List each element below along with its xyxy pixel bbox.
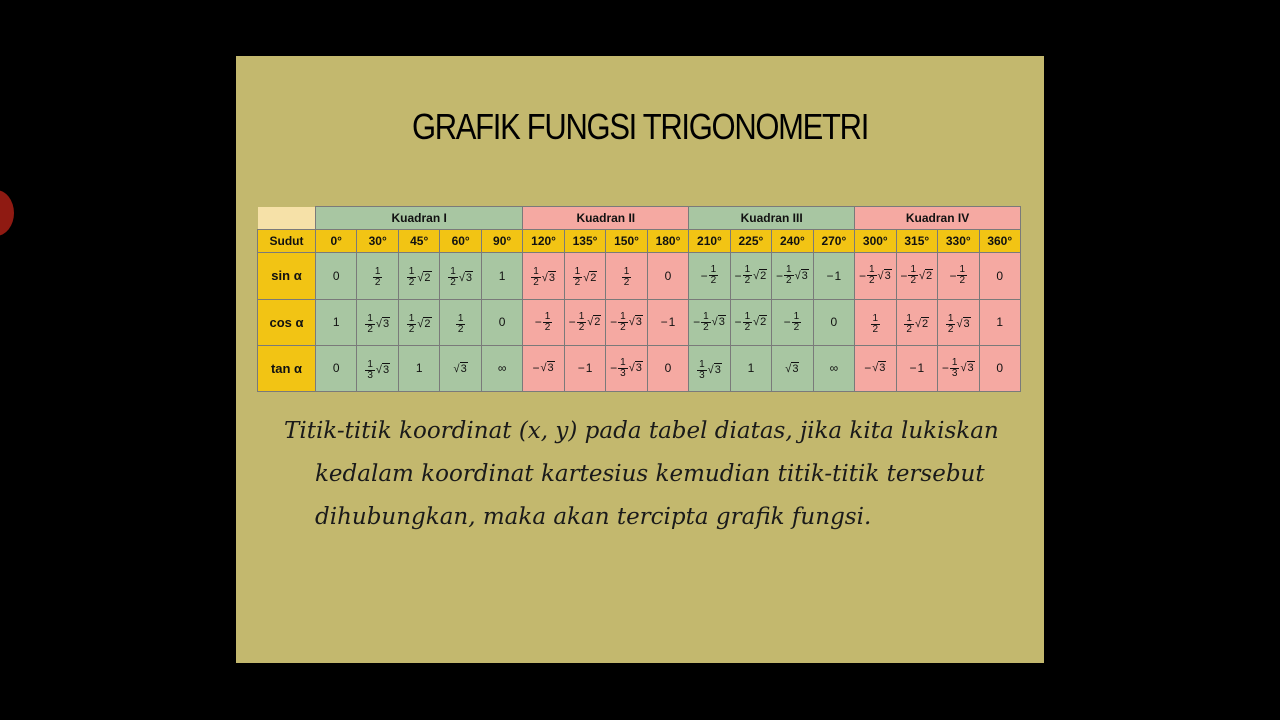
angle-header-cell: 330°: [938, 230, 979, 253]
value-cell: 0: [647, 345, 688, 391]
value-cell: 0: [979, 253, 1021, 299]
value-cell: − $\frac{1}{2}$ √3: [855, 253, 896, 299]
value-cell: − $\frac{1}{2}$ √3: [772, 253, 813, 299]
slide-title: GRAFIK FUNGSI TRIGONOMETRI: [411, 106, 869, 147]
quadrant-header: Kuadran II: [523, 207, 689, 230]
value-cell: − √3: [855, 345, 896, 391]
value-cell: $\frac{1}{2}$: [606, 253, 647, 299]
value-cell: − $\frac{1}{2}$: [772, 299, 813, 345]
angle-header-cell: 150°: [606, 230, 647, 253]
angle-header-cell: 360°: [979, 230, 1021, 253]
value-cell: − $\frac{1}{2}$ √3: [606, 299, 647, 345]
angle-header-cell: 300°: [855, 230, 896, 253]
value-cell: $\frac{1}{2}$ √2: [896, 299, 937, 345]
value-cell: $\frac{1}{3}$ √3: [357, 345, 398, 391]
angle-header-cell: 315°: [896, 230, 937, 253]
angle-header-cell: 210°: [689, 230, 730, 253]
value-cell: 0: [979, 345, 1021, 391]
explanation-paragraph: Titik-titik koordinat (x, y) pada tabel diatas, jika kita lukiskan kedalam koordinat kartesius kemudian titik-titik tersebut dihubungkan, maka akan tercipta grafik fungsi.: [284, 418, 999, 530]
angle-header-cell: 30°: [357, 230, 398, 253]
value-cell: − $\frac{1}{3}$ √3: [938, 345, 979, 391]
value-cell: − $\frac{1}{2}$ √2: [730, 253, 771, 299]
value-cell: 1: [481, 253, 522, 299]
angle-header-label: Sudut: [258, 230, 316, 253]
angle-header-cell: 120°: [523, 230, 564, 253]
slide: [236, 56, 1044, 663]
value-cell: $\frac{1}{2}$ √3: [523, 253, 564, 299]
trig-values-table: [257, 206, 1021, 392]
value-cell: − $\frac{1}{2}$ √3: [689, 299, 730, 345]
value-cell: 1: [979, 299, 1021, 345]
value-cell: $\frac{1}{2}$ √3: [440, 253, 481, 299]
value-cell: − $\frac{1}{2}$: [938, 253, 979, 299]
value-cell: − $\frac{1}{2}$: [523, 299, 564, 345]
angle-header-cell: 240°: [772, 230, 813, 253]
table-corner: [258, 207, 316, 230]
value-cell: − √3: [523, 345, 564, 391]
value-cell: − $\frac{1}{2}$ √2: [564, 299, 605, 345]
angle-header-cell: 90°: [481, 230, 522, 253]
value-cell: $\frac{1}{2}$: [855, 299, 896, 345]
value-cell: ∞: [481, 345, 522, 391]
value-cell: 0: [481, 299, 522, 345]
value-cell: 1: [316, 299, 357, 345]
angle-header-cell: 180°: [647, 230, 688, 253]
value-cell: − 1: [647, 299, 688, 345]
value-cell: − 1: [896, 345, 937, 391]
value-cell: − 1: [564, 345, 605, 391]
record-indicator: [0, 190, 14, 236]
value-cell: √3: [440, 345, 481, 391]
row-label: tan α: [258, 345, 316, 391]
value-cell: 0: [316, 345, 357, 391]
row-label: cos α: [258, 299, 316, 345]
value-cell: $\frac{1}{2}$ √2: [398, 253, 439, 299]
angle-header-cell: 45°: [398, 230, 439, 253]
value-cell: − 1: [813, 253, 854, 299]
value-cell: 0: [316, 253, 357, 299]
quadrant-header: Kuadran IV: [855, 207, 1021, 230]
row-label: sin α: [258, 253, 316, 299]
quadrant-header: Kuadran I: [316, 207, 523, 230]
value-cell: 1: [398, 345, 439, 391]
value-cell: $\frac{1}{2}$: [357, 253, 398, 299]
value-cell: 0: [813, 299, 854, 345]
value-cell: ∞: [813, 345, 854, 391]
value-cell: $\frac{1}{2}$ √2: [398, 299, 439, 345]
value-cell: − $\frac{1}{2}$: [689, 253, 730, 299]
angle-header-cell: 270°: [813, 230, 854, 253]
value-cell: $\frac{1}{2}$: [440, 299, 481, 345]
value-cell: 1: [730, 345, 771, 391]
angle-header-cell: 135°: [564, 230, 605, 253]
value-cell: $\frac{1}{2}$ √3: [938, 299, 979, 345]
value-cell: $\frac{1}{2}$ √2: [564, 253, 605, 299]
angle-header-cell: 60°: [440, 230, 481, 253]
quadrant-header: Kuadran III: [689, 207, 855, 230]
angle-header-cell: 0°: [316, 230, 357, 253]
value-cell: − $\frac{1}{2}$ √2: [896, 253, 937, 299]
value-cell: √3: [772, 345, 813, 391]
value-cell: 0: [647, 253, 688, 299]
value-cell: − $\frac{1}{2}$ √2: [730, 299, 771, 345]
value-cell: $\frac{1}{2}$ √3: [357, 299, 398, 345]
value-cell: $\frac{1}{3}$ √3: [689, 345, 730, 391]
value-cell: − $\frac{1}{3}$ √3: [606, 345, 647, 391]
angle-header-cell: 225°: [730, 230, 771, 253]
